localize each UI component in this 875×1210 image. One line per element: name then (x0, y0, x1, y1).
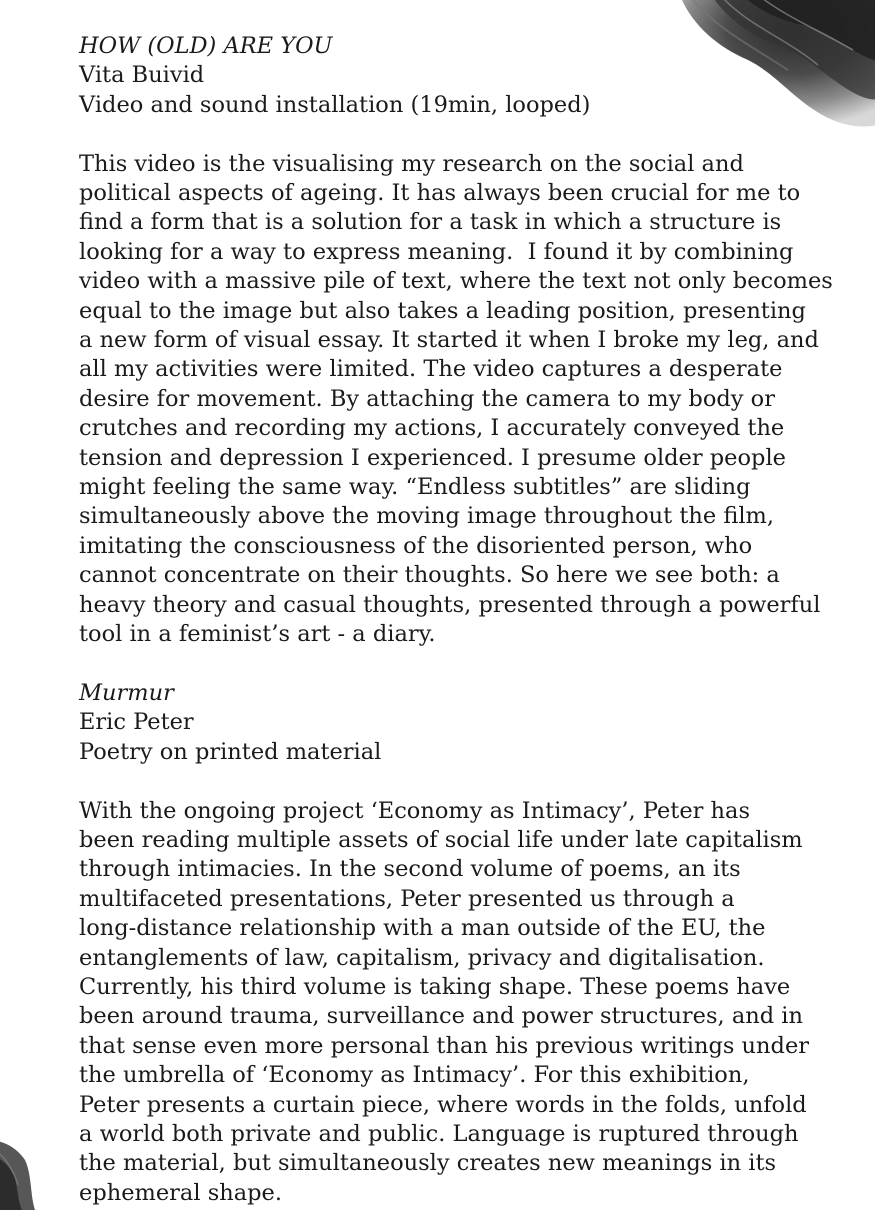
description-line: heavy theory and casual thoughts, presented through a powerful (79, 591, 821, 618)
description-line: desire for movement. By attaching the camera to my body or (79, 385, 775, 412)
description-line: tension and depression I experienced. I presume older people (79, 444, 786, 471)
artist-name: Eric Peter (79, 709, 194, 736)
description-line: long-distance relationship with a man outside of the EU, the (79, 915, 766, 942)
description-line: Currently, his third volume is taking shape. These poems have (79, 973, 791, 1000)
description-line: a world both private and public. Language is ruptured through (79, 1120, 799, 1147)
section-gap (79, 650, 839, 679)
description-line: political aspects of ageing. It has always been crucial for me to (79, 180, 801, 207)
artwork-medium: Video and sound installation (19min, looped) (79, 91, 591, 118)
description-line: tool in a feminist’s art - a diary. (79, 621, 436, 648)
description-line: might feeling the same way. “Endless subtitles” are sliding (79, 474, 751, 501)
description-line: the umbrella of ‘Economy as Intimacy’. For this exhibition, (79, 1062, 750, 1089)
description-line: video with a massive pile of text, where the text not only becomes (79, 268, 833, 295)
description-line: equal to the image but also takes a leading position, presenting (79, 297, 806, 324)
description-line: through intimacies. In the second volume of poems, an its (79, 856, 741, 883)
ink-brush-stroke-decoration-bottom (0, 1130, 50, 1210)
artwork-medium: Poetry on printed material (79, 738, 382, 765)
description-line: This video is the visualising my research on the social and (79, 150, 744, 177)
description-line: been reading multiple assets of social life under late capitalism (79, 826, 803, 853)
description-line: the material, but simultaneously creates new meanings in its (79, 1150, 777, 1177)
description-line: looking for a way to express meaning. I found it by combining (79, 238, 794, 265)
artwork-title: Murmur (79, 679, 174, 706)
artwork-description (79, 797, 839, 1209)
description-line: been around trauma, surveillance and power structures, and in (79, 1003, 803, 1030)
exhibition-text (79, 32, 839, 1208)
artist-name: Vita Buivid (79, 62, 205, 89)
description-line: Peter presents a curtain piece, where words in the folds, unfold (79, 1091, 807, 1118)
description-line: simultaneously above the moving image throughout the film, (79, 503, 775, 530)
description-line: With the ongoing project ‘Economy as Intimacy’, Peter has (79, 797, 751, 824)
description-line: a new form of visual essay. It started it when I broke my leg, and (79, 327, 819, 354)
paragraph-gap (79, 767, 839, 796)
artwork-description (79, 150, 839, 650)
description-line: find a form that is a solution for a task in which a structure is (79, 209, 782, 236)
description-line: cannot concentrate on their thoughts. So here we see both: a (79, 562, 780, 589)
description-line: all my activities were limited. The video captures a desperate (79, 356, 783, 383)
description-line: imitating the consciousness of the disoriented person, who (79, 532, 753, 559)
artwork-title: HOW (OLD) ARE YOU (79, 33, 333, 59)
artwork-entry-how-old-are-you (79, 32, 839, 650)
description-line: multifaceted presentations, Peter presented us through a (79, 885, 735, 912)
description-line: crutches and recording my actions, I accurately conveyed the (79, 415, 785, 442)
description-line: entanglements of law, capitalism, privacy and digitalisation. (79, 944, 765, 971)
paragraph-gap (79, 120, 839, 149)
description-line: that sense even more personal than his previous writings under (79, 1032, 810, 1059)
artwork-entry-murmur (79, 679, 839, 1208)
description-line: ephemeral shape. (79, 1179, 283, 1206)
